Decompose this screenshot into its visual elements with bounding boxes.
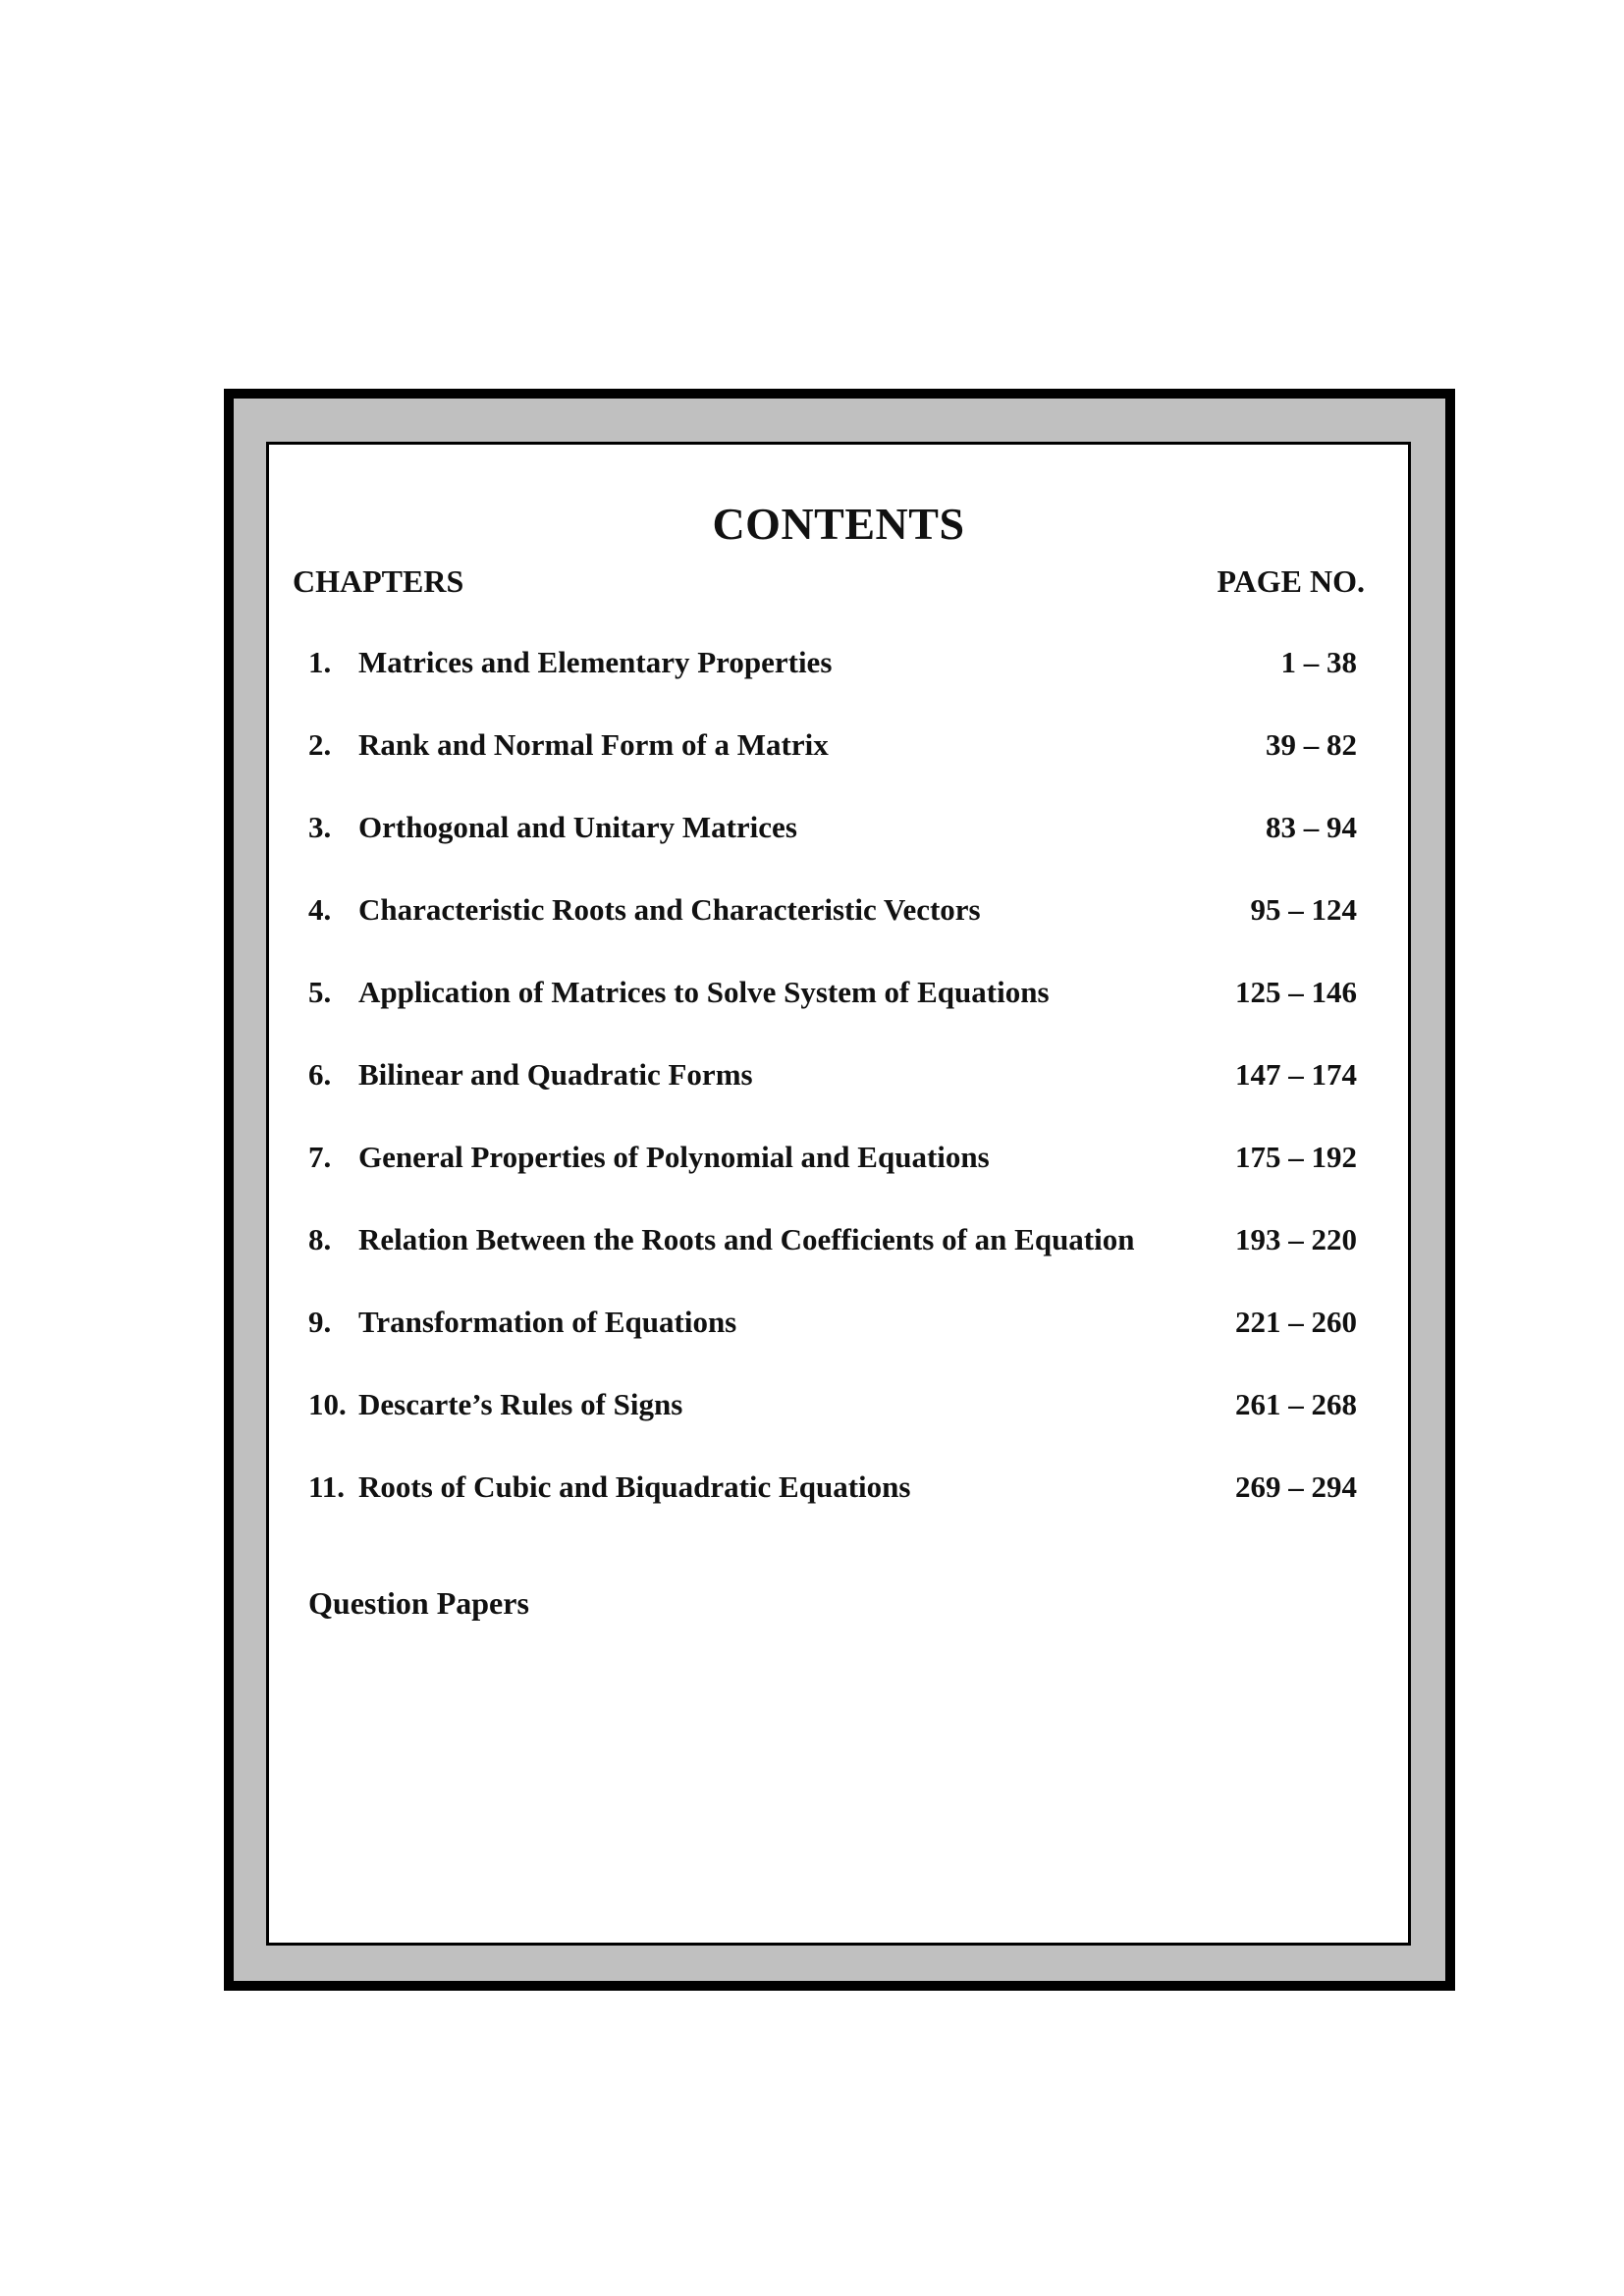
chapter-number: 4. (308, 892, 332, 927)
contents-panel (266, 442, 1411, 1946)
chapter-entry (308, 1059, 1357, 1142)
chapter-number: 11. (308, 1469, 346, 1504)
page-no-column-header: PAGE NO. (1217, 563, 1365, 599)
chapter-number: 8. (308, 1222, 332, 1256)
chapter-number: 7. (308, 1140, 332, 1174)
chapter-page-range: 39 – 82 (1266, 727, 1357, 762)
chapter-page-range: 261 – 268 (1235, 1387, 1357, 1421)
chapter-title: Matrices and Elementary Properties (358, 645, 833, 679)
chapter-page-range: 221 – 260 (1235, 1305, 1357, 1339)
chapter-entry (308, 1142, 1357, 1224)
chapter-entry (308, 1389, 1357, 1471)
chapter-page-range: 269 – 294 (1235, 1469, 1357, 1504)
chapter-entry (308, 1471, 1357, 1554)
chapter-page-range: 193 – 220 (1235, 1222, 1357, 1256)
chapter-entry (308, 1224, 1357, 1307)
chapter-title: General Properties of Polynomial and Equations (358, 1140, 990, 1174)
chapter-title: Transformation of Equations (358, 1305, 737, 1339)
chapter-number: 2. (308, 727, 332, 762)
chapter-number: 1. (308, 645, 332, 679)
chapter-number: 9. (308, 1305, 332, 1339)
chapters-column-header: CHAPTERS (293, 563, 464, 599)
chapter-page-range: 83 – 94 (1266, 810, 1357, 844)
chapter-title: Rank and Normal Form of a Matrix (358, 727, 829, 762)
chapter-title: Application of Matrices to Solve System of Equations (358, 975, 1050, 1009)
chapter-number: 6. (308, 1057, 332, 1092)
chapter-title: Roots of Cubic and Biquadratic Equations (358, 1469, 911, 1504)
chapter-entry (308, 812, 1357, 894)
chapter-list (308, 647, 1357, 1554)
chapter-page-range: 147 – 174 (1235, 1057, 1357, 1092)
question-papers-entry: Question Papers (308, 1585, 529, 1621)
page-title: CONTENTS (712, 499, 965, 549)
chapter-entry (308, 729, 1357, 812)
chapter-entry (308, 977, 1357, 1059)
chapter-page-range: 125 – 146 (1235, 975, 1357, 1009)
chapter-title: Orthogonal and Unitary Matrices (358, 810, 797, 844)
chapter-entry (308, 894, 1357, 977)
chapter-title: Bilinear and Quadratic Forms (358, 1057, 753, 1092)
chapter-number: 3. (308, 810, 332, 844)
chapter-title: Relation Between the Roots and Coefficients of an Equation (358, 1222, 1135, 1256)
chapter-number: 10. (308, 1387, 347, 1421)
chapter-entry (308, 647, 1357, 729)
chapter-page-range: 1 – 38 (1280, 645, 1357, 679)
chapter-title: Characteristic Roots and Characteristic Vectors (358, 892, 981, 927)
chapter-page-range: 95 – 124 (1250, 892, 1357, 927)
chapter-page-range: 175 – 192 (1235, 1140, 1357, 1174)
chapter-number: 5. (308, 975, 332, 1009)
chapter-entry (308, 1307, 1357, 1389)
chapter-title: Descarte’s Rules of Signs (358, 1387, 683, 1421)
